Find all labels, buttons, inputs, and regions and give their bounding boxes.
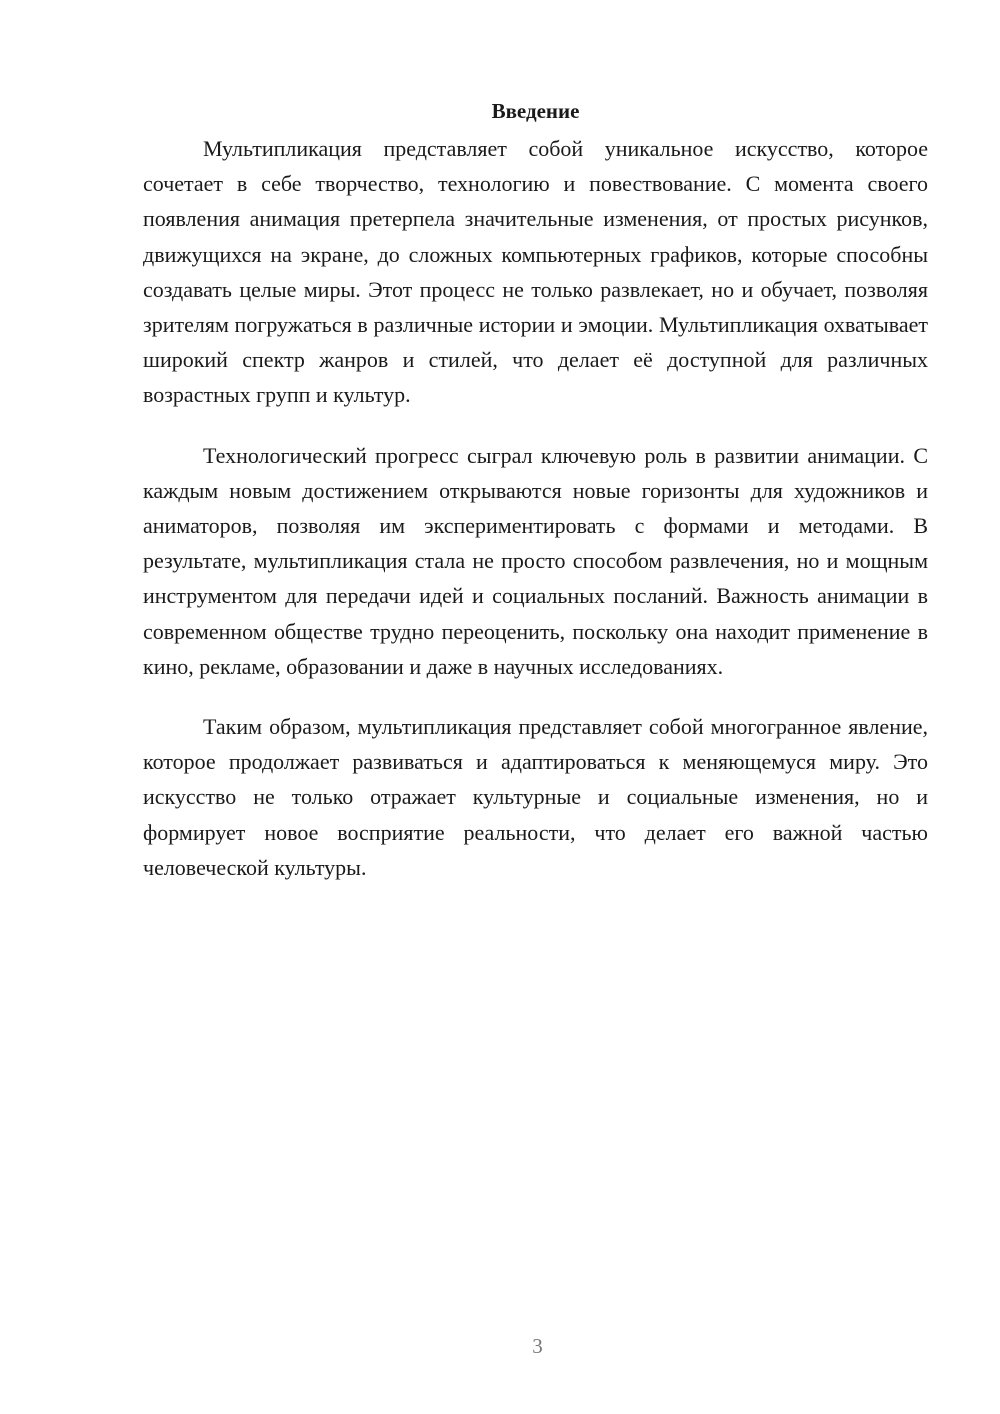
page-content [143,96,928,910]
section-heading: Введение [491,99,580,123]
page-number: 3 [532,1334,543,1358]
paragraph-1: Мультипликация представляет собой уникальное искусство, которое сочетает в себе творчество, технологию и повествование. С момента своего появления анимация претерпела значительные изменения, от простых рисунков, движущихся на экране, до сложных компьютерных графиков, которые способны создавать целые миры. Этот процесс не только развлекает, но и обучает, позволяя зрителям погружаться в различные истории и эмоции. Мультипликация охватывает широкий спектр жанров и стилей, что делает её доступной для различных возрастных групп и культур. [143,136,928,408]
paragraph-2: Технологический прогресс сыграл ключевую роль в развитии анимации. С каждым новым достижением открываются новые горизонты для художников и аниматоров, позволяя им экспериментировать с формами и методами. В результате, мультипликация стала не просто способом развлечения, но и мощным инструментом для передачи идей и социальных посланий. Важность анимации в современном обществе трудно переоценить, поскольку она находит применение в кино, рекламе, образовании и даже в научных исследованиях. [143,442,928,679]
paragraph-3: Таким образом, мультипликация представляет собой многогранное явление, которое продолжает развиваться и адаптироваться к меняющемуся миру. Это искусство не только отражает культурные и социальные изменения, но и формирует новое восприятие реальности, что делает его важной частью человеческой культуры. [143,714,928,880]
